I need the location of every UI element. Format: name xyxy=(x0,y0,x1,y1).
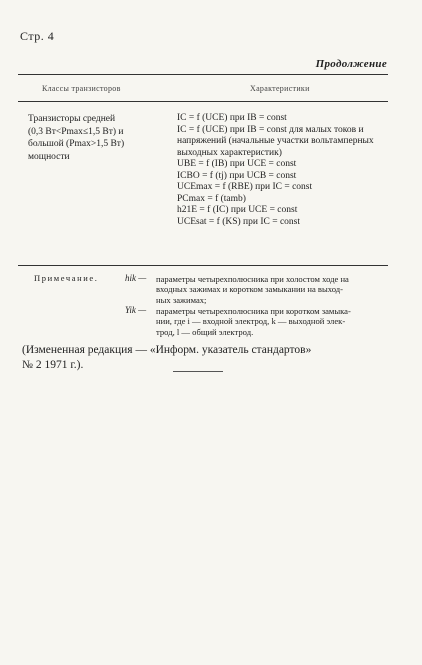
characteristic-line: PCmax = f (tamb) xyxy=(177,193,246,204)
continuation-label: Продолжение xyxy=(315,58,387,70)
characteristic-line: UBE = f (IB) при UCE = const xyxy=(177,159,297,169)
characteristic-line: напряжений (начальные участки вольтамперных xyxy=(177,136,374,146)
note-text-h xyxy=(156,274,396,305)
revision-line-1: (Измененная редакция — «Информ. указатель стандартов» xyxy=(22,344,312,356)
note-line: ных зажимах; xyxy=(156,294,207,305)
class-line: Транзисторы средней xyxy=(28,114,116,124)
characteristic-line: IC = f (UCE) при IB = const xyxy=(177,113,287,123)
characteristic-line: UCEsat = f (KS) при IC = const xyxy=(177,216,300,227)
characteristic-line: выходных характеристик) xyxy=(177,147,282,158)
characteristic-line: ICBO = f (tj) при UCB = const xyxy=(177,170,297,181)
note-line: трод, l — общий электрод. xyxy=(156,326,254,337)
note-text-y xyxy=(156,306,396,337)
note-line: параметры четырехполюсника при холостом ходе на xyxy=(156,274,349,284)
characteristics-cell xyxy=(177,113,402,228)
class-line: мощности xyxy=(28,151,70,162)
note-line: нии, где i — входной электрод, k — выходной элек- xyxy=(156,316,346,327)
class-line: (0,3 Вт<Pmax≤1,5 Вт) и xyxy=(28,126,124,137)
column-header-characteristics: Характеристики xyxy=(250,84,310,93)
column-header-classes: Классы транзисторов xyxy=(42,84,121,93)
note-line: входных зажимах и коротком замыкании на выход- xyxy=(156,284,344,295)
end-separator xyxy=(173,371,223,372)
table-header-rule xyxy=(18,101,388,102)
note-symbol-y: Yik — xyxy=(125,305,147,315)
revision-note xyxy=(22,343,311,373)
class-line: большой (Pmax>1,5 Вт) xyxy=(28,139,125,150)
characteristic-line: h21E = f (IC) при UCE = const xyxy=(177,205,298,215)
note-line: параметры четырехполюсника при коротком замыка- xyxy=(156,306,351,316)
table-top-rule xyxy=(18,74,388,75)
note-label: Примечание. xyxy=(34,273,99,283)
characteristic-line: UCEmax = f (RBE) при IC = const xyxy=(177,182,313,192)
page-number-header: Стр. 4 xyxy=(20,29,55,43)
characteristic-line: IC = f (UCE) при IB = const для малых токов и xyxy=(177,124,364,135)
transistor-class-cell xyxy=(28,113,153,163)
revision-line-2: № 2 1971 г.). xyxy=(22,359,84,371)
table-bottom-rule xyxy=(18,265,388,266)
note-symbol-h: hik — xyxy=(125,273,147,283)
